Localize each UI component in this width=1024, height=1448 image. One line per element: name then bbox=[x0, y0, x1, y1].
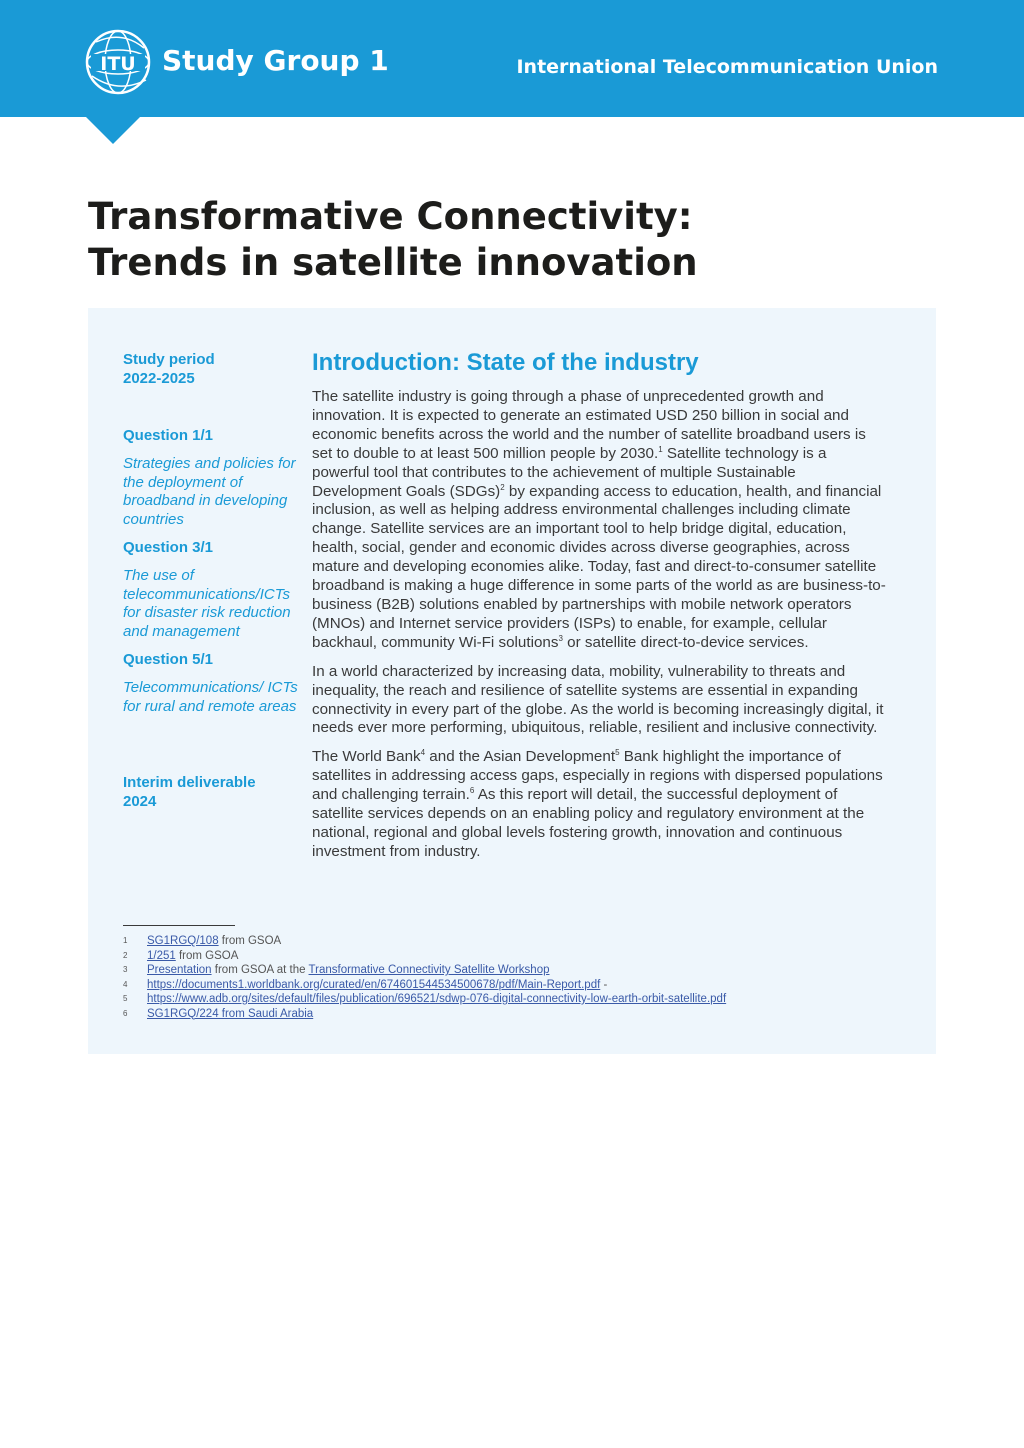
footnote-number: 6 bbox=[123, 1008, 128, 1018]
question-1-desc: Strategies and policies for the deployment of broadband in developing countries bbox=[123, 455, 296, 528]
footnote-number: 1 bbox=[123, 936, 128, 945]
footnote-ref-6: 6 bbox=[469, 786, 475, 796]
footnote-item bbox=[123, 934, 913, 949]
p3-text-d: As this report will detail, the successful deployment of satellite services depends on an enabling policy and regulatory environment at the national, regional and global levels fostering growth, innovation and continuous investment from industry. bbox=[312, 786, 865, 860]
footnote-text: from GSOA bbox=[218, 935, 282, 947]
paragraph-1 bbox=[312, 388, 887, 653]
p1-text-a: The satellite industry is going through a phase of unprecedented growth and innovation. It is expected to generate an estimated USD 250 billion in social and economic benefits across the world and the number of satellite broadband users is set to double to at least 500 million people by 2030. bbox=[312, 388, 866, 462]
footnote-ref-5: 5 bbox=[615, 748, 620, 758]
footnote-number: 2 bbox=[123, 950, 128, 960]
footnote-link[interactable]: SG1RGQ/224 from Saudi Arabia bbox=[147, 1007, 314, 1020]
footnote-item bbox=[123, 963, 913, 978]
footnote-link[interactable]: Presentation bbox=[147, 964, 212, 976]
deliverable-year: 2024 bbox=[123, 793, 157, 810]
p3-text-a: The World Bank bbox=[312, 748, 421, 766]
p1-text-b: Satellite technology is a powerful tool that contributes to the achievement of multiple Sustainable Development Goals (SDGs) bbox=[312, 444, 827, 500]
title-line-2: Trends in satellite innovation bbox=[88, 241, 698, 284]
footnote-item bbox=[123, 949, 913, 964]
footnote-number: 4 bbox=[123, 979, 128, 989]
footnote-ref-1: 1 bbox=[658, 444, 663, 454]
paragraph-3 bbox=[312, 748, 887, 861]
footnote-item bbox=[123, 1007, 913, 1022]
footnote-ref-3: 3 bbox=[558, 633, 563, 643]
footnote-link-workshop[interactable]: Transformative Connectivity Satellite Workshop bbox=[308, 964, 550, 976]
study-period-label: Study period bbox=[123, 351, 215, 368]
p1-text-c: by expanding access to education, health, and financial inclusion, as well as helping address environmental challenges including climate change. Satellite services are an important tool to help bridge digital, education, health, social, gender and economic divides across diverse geographies, across mature and developing economies alike. Today, fast and direct-to-consumer satellite broadband is making a huge difference in some parts of the world as are business-to-business (B2B) solutions enabled by partnerships with mobile network operators (MNOs) and Internet service providers (ISPs) to enable, for example, cellular backhaul, community Wi-Fi solutions bbox=[312, 482, 886, 651]
title-line-1: Transformative Connectivity: bbox=[88, 195, 693, 238]
footnote-ref-4: 4 bbox=[420, 748, 426, 758]
footnote-link[interactable]: https://www.adb.org/sites/default/files/publication/696521/sdwp-076-digital-connectivity-low-earth-orbit-satellite.pdf bbox=[147, 993, 727, 1005]
main-content bbox=[312, 348, 887, 872]
footnote-number: 3 bbox=[123, 965, 128, 974]
footnote-link[interactable]: 1/251 bbox=[147, 949, 176, 962]
deliverable-label: Interim deliverable bbox=[123, 774, 256, 791]
footnotes bbox=[123, 934, 913, 1021]
footnote-divider bbox=[123, 925, 235, 926]
page-title bbox=[88, 194, 948, 286]
p1-text-d: or satellite direct-to-device services. bbox=[562, 633, 809, 651]
footnote-ref-2: 2 bbox=[500, 482, 505, 492]
p3-text-b: and the Asian Development bbox=[425, 748, 616, 766]
question-3-desc: The use of telecommunications/ICTs for disaster risk reduction and management bbox=[123, 567, 291, 640]
p3-text-c: Bank highlight the importance of satellites in addressing access gaps, especially in regions with dispersed populations and challenging terrain. bbox=[312, 748, 883, 804]
question-1-label: Question 1/1 bbox=[123, 427, 214, 444]
footnote-item bbox=[123, 978, 913, 993]
footnote-text: - bbox=[600, 978, 608, 991]
organization-name: International Telecommunication Union bbox=[516, 56, 938, 78]
itu-logo bbox=[82, 26, 154, 98]
question-5-desc: Telecommunications/ ICTs for rural and remote areas bbox=[123, 679, 298, 715]
study-period-years: 2022-2025 bbox=[123, 370, 195, 387]
paragraph-2: In a world characterized by increasing data, mobility, vulnerability to threats and inequality, the reach and resilience of satellite systems are essential in expanding connectivity in every part of the globe. As the world is becoming increasingly digital, it needs ever more performing, ubiquitous, reliable, resilient and inclusive connectivity. bbox=[312, 662, 884, 737]
footnote-link[interactable]: SG1RGQ/108 bbox=[147, 935, 219, 947]
header-bar bbox=[0, 0, 1024, 117]
question-3-label: Question 3/1 bbox=[123, 539, 214, 556]
study-group-title: Study Group 1 bbox=[162, 44, 389, 77]
header-notch bbox=[86, 117, 140, 144]
footnote-number: 5 bbox=[123, 994, 128, 1003]
footnote-item bbox=[123, 992, 913, 1007]
footnote-link[interactable]: https://documents1.worldbank.org/curated/en/674601544534500678/pdf/Main-Report.pdf bbox=[147, 978, 601, 991]
section-title: Introduction: State of the industry bbox=[312, 349, 699, 376]
footnote-text: from GSOA at the bbox=[211, 964, 309, 976]
footnote-text: from GSOA bbox=[175, 949, 239, 962]
logo-text: ITU bbox=[100, 53, 136, 75]
question-5-label: Question 5/1 bbox=[123, 651, 214, 668]
